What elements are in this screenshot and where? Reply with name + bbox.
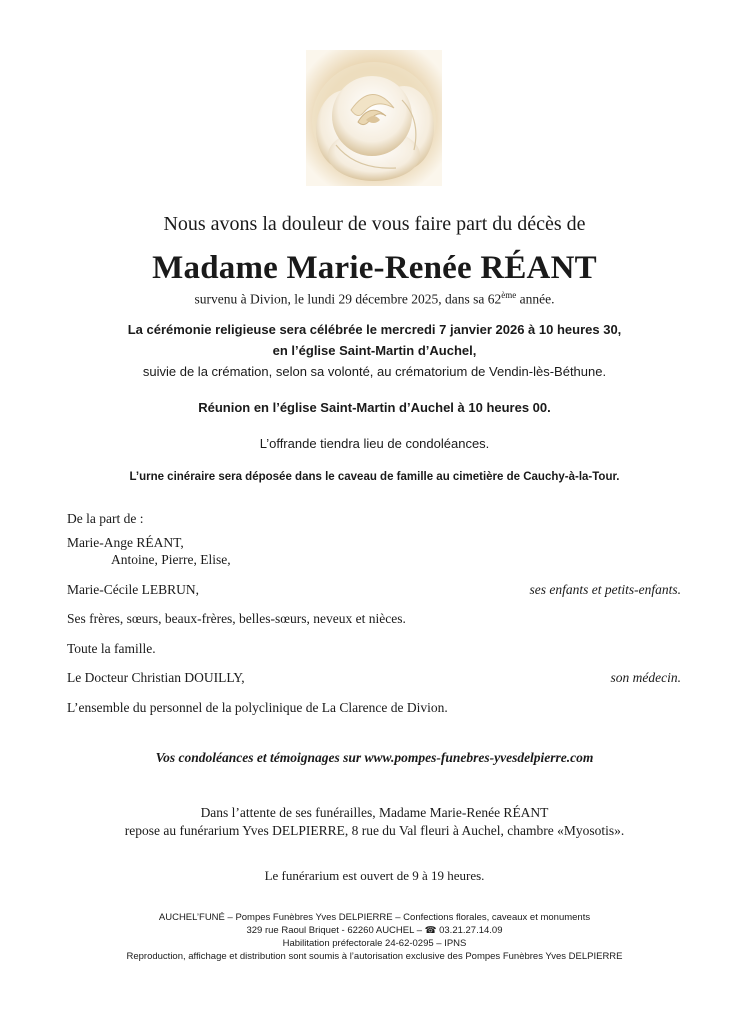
death-details-text: survenu à Divion, le lundi 29 décembre 2025, dans sa 62 [194,291,502,307]
attente-line-2: repose au funérarium Yves DELPIERRE, 8 rue du Val fleuri à Auchel, chambre «Myosotis». [124,823,625,838]
death-details [0,290,749,308]
family-line-3: Marie-Cécile LEBRUN, [67,582,199,597]
family-line-5: Toute la famille. [67,641,156,656]
intro-text: Nous avons la douleur de vous faire part du décès de [163,213,586,235]
footer-address: 329 rue Raoul Briquet - 62260 AUCHEL – [246,925,425,936]
attente-line-1: Dans l’attente de ses funérailles, Madame Marie-Renée RÉANT [200,805,549,820]
family-line-2: Antoine, Pierre, Elise, [111,552,231,567]
footer-phone: 03.21.27.14.09 [439,925,503,936]
ceremony-line-3: suivie de la crémation, selon sa volonté, au crématorium de Vendin-lès-Béthune. [142,364,607,379]
reunion-text: Réunion en l’église Saint-Martin d’Auchel à 10 heures 00. [198,400,551,415]
ceremony-line-2: en l’église Saint-Martin d’Auchel, [272,343,477,358]
footer-line-3: Habilitation préfectorale 24-62-0295 – IPNS [282,938,467,949]
deceased-name: Madame Marie-Renée RÉANT [152,250,597,286]
opening-hours: Le funérarium est ouvert de 9 à 19 heures. [264,868,485,883]
ceremony-line-1: La cérémonie religieuse sera célébrée le mercredi 7 janvier 2026 à 10 heures 30, [127,322,622,337]
family-line-7: L’ensemble du personnel de la polyclinique de La Clarence de Divion. [67,700,448,715]
phone-icon: ☎ [424,925,440,936]
footer-line-2 [0,925,749,936]
ordinal-suffix: ème [501,290,517,300]
white-rose-image [306,50,442,186]
offrande-text: L’offrande tiendra lieu de condoléances. [259,436,490,451]
family-relation-children: ses enfants et petits-enfants. [529,582,681,597]
urn-text: L’urne cinéraire sera déposée dans le caveau de famille au cimetière de Cauchy-à-la-Tour. [129,471,620,483]
death-details-suffix: année. [516,291,555,307]
family-line-6: Le Docteur Christian DOUILLY, [67,670,245,685]
family-line-4: Ses frères, sœurs, beaux-frères, belles-sœurs, neveux et nièces. [67,611,406,626]
de-la-part-label: De la part de : [67,511,144,526]
website-text: Vos condoléances et témoignages sur www.pompes-funebres-yvesdelpierre.com [155,750,594,765]
footer-line-1: AUCHEL’FUNÉ – Pompes Funèbres Yves DELPIERRE – Confections florales, caveaux et monuments [158,912,591,923]
family-line-1: Marie-Ange RÉANT, [67,535,184,550]
family-relation-doctor: son médecin. [610,670,681,685]
footer-line-4: Reproduction, affichage et distribution sont soumis à l’autorisation exclusive des Pompes Funèbres Yves DELPIERRE [126,951,623,962]
